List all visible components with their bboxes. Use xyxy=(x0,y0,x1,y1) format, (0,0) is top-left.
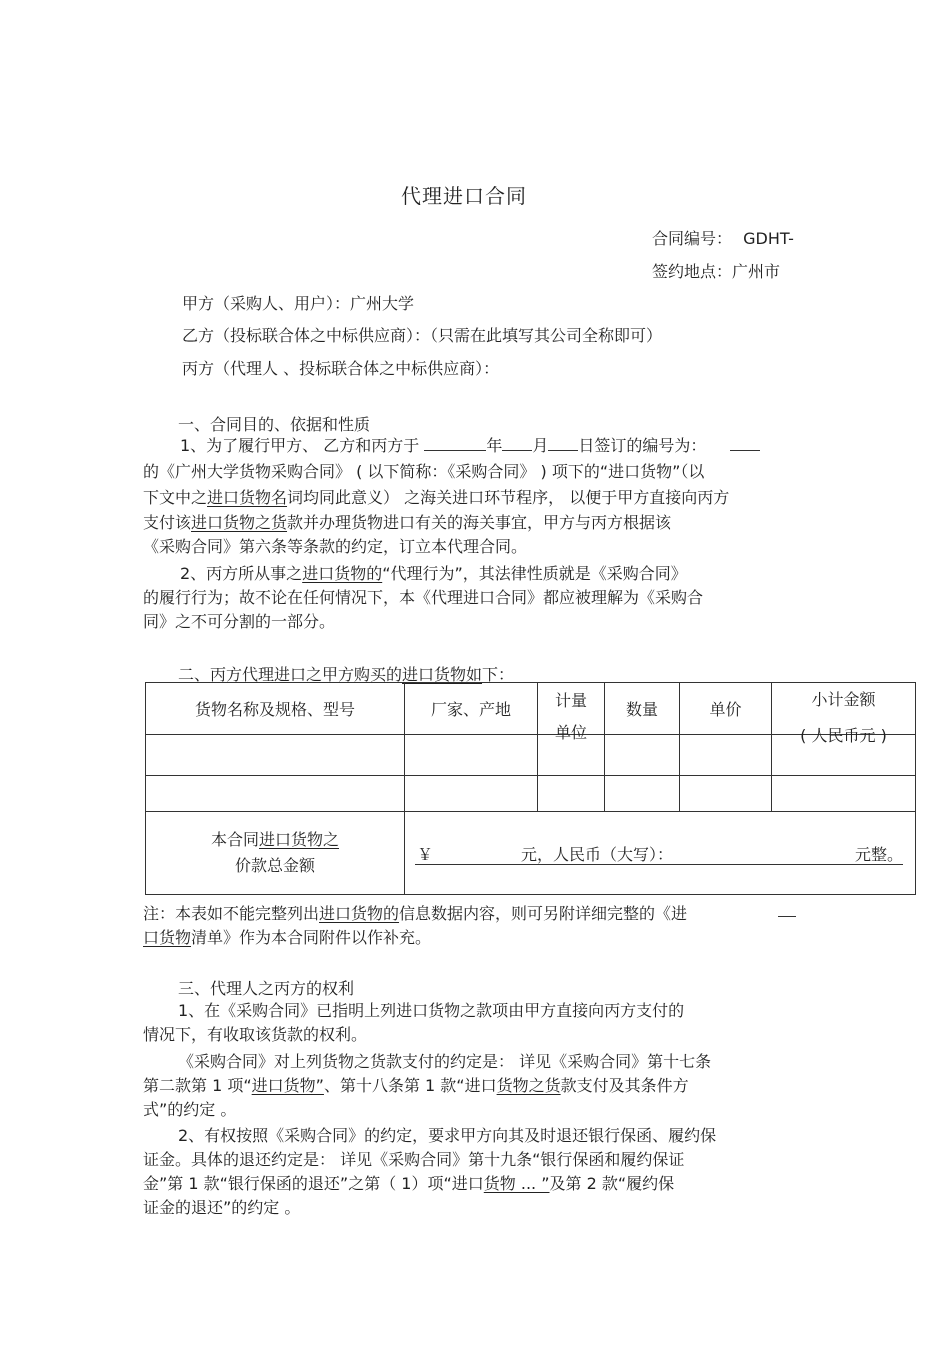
party-b: 乙方（投标联合体之中标供应商）：（只需在此填写其公司全称即可） xyxy=(182,326,663,345)
section3-p1b-line1: 《采购合同》对上列货物之货款支付的约定是： 详见《采购合同》第十七条 xyxy=(178,1052,712,1071)
table-total-row xyxy=(146,812,916,895)
contract-number-value: GDHT- xyxy=(743,229,794,248)
currency-symbol: ￥ xyxy=(417,844,434,864)
p1-line3-underline: 进口货物名 xyxy=(207,488,288,507)
p1-line4-a: 支付该 xyxy=(143,513,192,532)
header-unit-line1: 计量 xyxy=(554,690,587,710)
p1b-line2-underline2: 货物之货 xyxy=(496,1076,561,1095)
table-cell[interactable] xyxy=(405,735,538,776)
total-label-underline: 进口货物之 xyxy=(259,830,340,849)
sign-place-value: 广州市 xyxy=(732,262,781,281)
table-row xyxy=(146,776,916,812)
section3-p1-line1: 1、在《采购合同》已指明上列进口货物之款项由甲方直接向丙方支付的 xyxy=(178,1001,685,1020)
section2-heading-a: 二、丙方代理进口之甲方购买的 xyxy=(178,665,403,684)
p1-text: 1、为了履行甲方、 乙方和丙方于 xyxy=(180,436,420,455)
p1b-line2-underline1: 进口货物” xyxy=(251,1076,324,1095)
note-underline: 进口货物的 xyxy=(319,904,400,923)
total-label-line2: 价款总金额 xyxy=(234,856,315,875)
section3-p2-line3 xyxy=(143,1172,674,1196)
section1-p1-line5: 《采购合同》第六条等条款的约定，订立本代理合同。 xyxy=(143,537,528,556)
section2-heading-b: 下： xyxy=(482,665,515,684)
section1-p1-line3 xyxy=(143,486,729,510)
day-label: 日签订的编号为： xyxy=(578,436,707,455)
section1-p1-line4 xyxy=(143,511,671,535)
p1-line4-underline: 进口货物之货 xyxy=(191,513,288,532)
table-cell[interactable] xyxy=(772,776,916,812)
section1-heading: 一、合同目的、依据和性质 xyxy=(178,415,371,434)
p1-line3-a: 下文中之 xyxy=(143,488,208,507)
total-label-line1 xyxy=(146,827,404,853)
total-end-label: 元整。 xyxy=(854,844,903,864)
page-title: 代理进口合同 xyxy=(401,184,527,208)
day-blank xyxy=(548,434,578,451)
header-subtotal xyxy=(772,683,916,745)
section1-p2-line1 xyxy=(180,562,687,586)
table-note-line2 xyxy=(143,926,431,950)
section3-p1b-line2 xyxy=(143,1074,689,1098)
p2-line1-underline: 进口货物的 xyxy=(302,564,383,583)
p1b-line2-a: 第二款第 1 项“ xyxy=(143,1076,252,1095)
total-label-a: 本合同 xyxy=(210,830,259,849)
party-c: 丙方（代理人 、投标联合体之中标供应商）： xyxy=(182,359,500,378)
section3-p2-line1: 2、有权按照《采购合同》的约定，要求甲方向其及时退还银行保函、履约保 xyxy=(178,1126,717,1145)
table-cell[interactable] xyxy=(405,776,538,812)
party-a: 甲方（采购人、用户）：广州大学 xyxy=(182,294,415,313)
note-a: 注：本表如不能完整列出 xyxy=(143,904,320,923)
table-cell[interactable] xyxy=(605,735,680,776)
header-unit-line2: 单位 xyxy=(554,722,587,742)
p1-line3-b: 词均同此意义） 之海关进口环节程序， 以便于甲方直接向丙方 xyxy=(287,488,730,507)
p1b-line2-b: 、第十八条第 1 款“进口 xyxy=(323,1076,497,1095)
p2-line3-underline: 货物 ... ” xyxy=(483,1174,550,1193)
total-label-cell xyxy=(146,812,405,895)
note-b: 信息数据内容，则可另附详细完整的《进 xyxy=(399,904,688,923)
p2-line1-b: “代理行为”，其法律性质就是《采购合同》 xyxy=(382,564,687,583)
section1-p2-line3: 同》之不可分割的一部分。 xyxy=(143,612,336,631)
section3-p2-line2: 证金。具体的退还约定是： 详见《采购合同》第十九条“银行保函和履约保证 xyxy=(143,1150,685,1169)
header-subtotal-line1: 小计金额 xyxy=(811,689,876,709)
table-cell[interactable] xyxy=(146,735,405,776)
year-blank xyxy=(424,434,486,451)
number-blank xyxy=(730,434,760,451)
section1-p2-line2: 的履行行为；故不论在任何情况下，本《代理进口合同》都应被理解为《采购合 xyxy=(143,588,704,607)
section2-heading-underline: 进口货物如 xyxy=(402,665,483,684)
table-header-row xyxy=(146,683,916,735)
p2-line3-b: 及第 2 款“履约保 xyxy=(549,1174,675,1193)
header-maker: 厂家、产地 xyxy=(405,683,538,735)
note2-underline: 口货物 xyxy=(143,928,192,947)
total-amount-cell[interactable] xyxy=(405,812,916,895)
p2-line1-a: 2、丙方所从事之 xyxy=(180,564,303,583)
goods-table xyxy=(145,682,916,895)
section3-p2-line4: 证金的退还”的约定 。 xyxy=(143,1198,301,1217)
p2-line3-a: 金”第 1 款“银行保函的退还”之第（ 1）项“进口 xyxy=(143,1174,484,1193)
contract-number-label: 合同编号： xyxy=(652,229,733,248)
table-cell[interactable] xyxy=(538,776,605,812)
section3-p1-line2: 情况下，有收取该货款的权利。 xyxy=(143,1025,368,1044)
month-blank xyxy=(502,434,532,451)
section3-heading: 三、代理人之丙方的权利 xyxy=(178,979,355,998)
table-cell[interactable] xyxy=(680,776,772,812)
p1b-line2-c: 款支付及其条件方 xyxy=(560,1076,689,1095)
table-note-line1 xyxy=(143,902,687,926)
sign-place-label: 签约地点： xyxy=(652,262,733,281)
contract-number xyxy=(652,226,794,249)
header-price: 单价 xyxy=(680,683,772,735)
table-cell[interactable] xyxy=(146,776,405,812)
section3-p1b-line3: 式”的约定 。 xyxy=(143,1100,237,1119)
sign-place xyxy=(652,259,780,282)
total-amount-line xyxy=(415,842,903,865)
table-cell[interactable] xyxy=(605,776,680,812)
note2-b: 清单》作为本合同附件以作补充。 xyxy=(191,928,432,947)
section1-p1-line1 xyxy=(180,434,760,458)
section1-p1-line2: 的《广州大学货物采购合同》 ( 以下简称：《采购合同》 ) 项下的“进口货物”（以 xyxy=(143,462,705,481)
year-label: 年 xyxy=(486,436,503,455)
total-yuan-label: 元，人民币（大写）： xyxy=(521,844,674,864)
header-subtotal-line2: ( 人民币元 ) xyxy=(800,725,887,745)
header-unit xyxy=(538,683,605,742)
table-cell[interactable] xyxy=(680,735,772,776)
header-qty: 数量 xyxy=(605,683,680,735)
month-label: 月 xyxy=(532,436,549,455)
note-trailing-blank xyxy=(778,916,796,917)
header-name: 货物名称及规格、型号 xyxy=(146,683,405,735)
p1-line4-b: 款并办理货物进口有关的海关事宜，甲方与丙方根据该 xyxy=(287,513,672,532)
